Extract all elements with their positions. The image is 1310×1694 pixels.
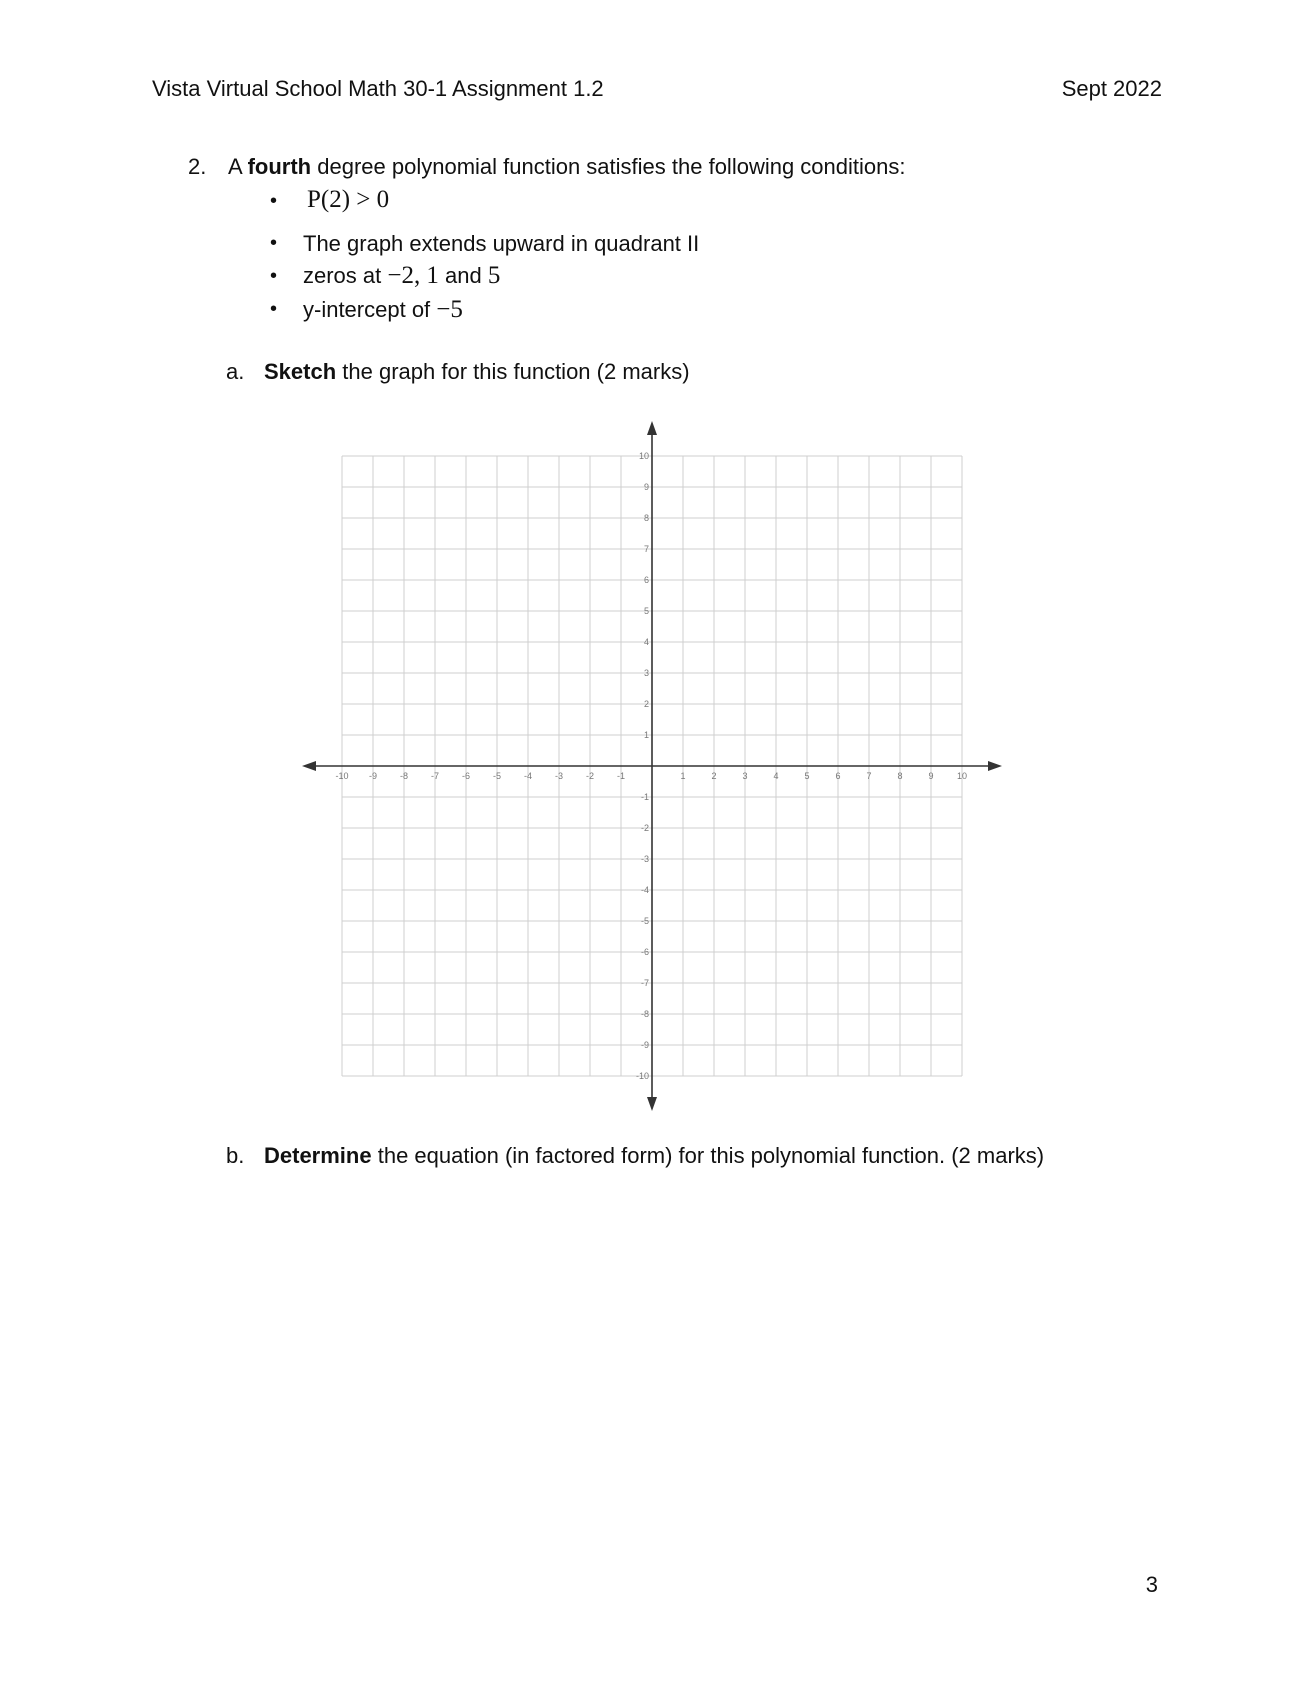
x-tick-label: 5 — [804, 771, 810, 781]
y-tick-label: -9 — [640, 1040, 649, 1050]
bullet-3: • — [270, 265, 278, 287]
zeros-label: zeros at — [303, 263, 382, 288]
x-axis-arrow-left — [302, 761, 316, 771]
y-tick-label: -4 — [640, 885, 649, 895]
x-tick-label: 10 — [956, 771, 968, 781]
y-intercept-value: −5 — [436, 296, 463, 323]
x-tick-label: -3 — [554, 771, 564, 781]
x-tick-label: -5 — [492, 771, 502, 781]
condition-end-behaviour: The graph extends upward in quadrant II — [303, 231, 700, 256]
x-tick-label: 4 — [773, 771, 779, 781]
intro-bold: fourth — [247, 154, 312, 179]
x-tick-label: 3 — [742, 771, 748, 781]
y-tick-label: 1 — [643, 730, 649, 740]
y-tick-label: -6 — [640, 947, 649, 957]
y-tick-label: -7 — [640, 978, 649, 988]
x-tick-label: -7 — [430, 771, 440, 781]
x-tick-label: 8 — [897, 771, 903, 781]
y-tick-label: 4 — [643, 637, 649, 647]
page-number: 3 — [1145, 1572, 1158, 1597]
intro-pre: A — [228, 154, 242, 179]
y-tick-label: -2 — [640, 823, 649, 833]
y-tick-label: 5 — [643, 606, 649, 616]
x-tick-label: -9 — [368, 771, 378, 781]
part-b-letter: b. — [226, 1143, 245, 1168]
y-tick-label: 9 — [643, 482, 649, 492]
y-tick-label: 3 — [643, 668, 649, 678]
x-axis-arrow-right — [988, 761, 1002, 771]
zeros-and: and — [445, 263, 482, 288]
bullet-2: • — [270, 232, 278, 254]
part-a-rest: the graph for this function (2 marks) — [342, 359, 690, 384]
y-tick-label: 10 — [638, 451, 649, 461]
part-b-rest: the equation (in factored form) for this polynomial function. (2 marks) — [377, 1143, 1045, 1168]
y-axis-arrow-down — [647, 1097, 657, 1111]
y-tick-label: 7 — [643, 544, 649, 554]
y-tick-label: -10 — [635, 1071, 649, 1081]
x-tick-label: 9 — [928, 771, 934, 781]
y-tick-label: -5 — [640, 916, 649, 926]
part-b-prompt — [264, 1143, 1044, 1169]
zero-2: 1 — [426, 262, 439, 289]
y-tick-label: -8 — [640, 1009, 649, 1019]
x-tick-label: -8 — [399, 771, 409, 781]
condition-p2-positive: P(2) > 0 — [307, 186, 390, 213]
x-tick-label: -10 — [335, 771, 349, 781]
x-tick-label: 7 — [866, 771, 872, 781]
y-intercept-label: y-intercept of — [303, 297, 431, 322]
x-tick-label: -4 — [523, 771, 533, 781]
y-tick-label: -3 — [640, 854, 649, 864]
question-number: 2. — [188, 154, 207, 179]
bullet-1: • — [270, 190, 278, 212]
x-tick-label: 2 — [711, 771, 717, 781]
x-tick-label: 6 — [835, 771, 841, 781]
header-title: Vista Virtual School Math 30-1 Assignment 1.2 — [152, 76, 604, 101]
part-a-letter: a. — [226, 359, 245, 384]
intro-post: degree polynomial function satisfies the following conditions: — [317, 154, 906, 179]
y-axis-arrow-up — [647, 421, 657, 435]
zero-3: 5 — [487, 262, 501, 289]
bullet-4: • — [270, 298, 278, 320]
header-date: Sept 2022 — [1061, 76, 1162, 101]
part-a-bold: Sketch — [264, 359, 337, 384]
x-tick-label: -1 — [616, 771, 626, 781]
zero-1: −2, — [387, 262, 421, 289]
x-tick-label: 1 — [680, 771, 686, 781]
y-tick-label: -1 — [640, 792, 649, 802]
y-tick-label: 2 — [643, 699, 649, 709]
x-tick-label: -6 — [461, 771, 471, 781]
part-b-bold: Determine — [264, 1143, 372, 1168]
x-tick-label: -2 — [585, 771, 595, 781]
y-tick-label: 6 — [643, 575, 649, 585]
y-tick-label: 8 — [643, 513, 649, 523]
